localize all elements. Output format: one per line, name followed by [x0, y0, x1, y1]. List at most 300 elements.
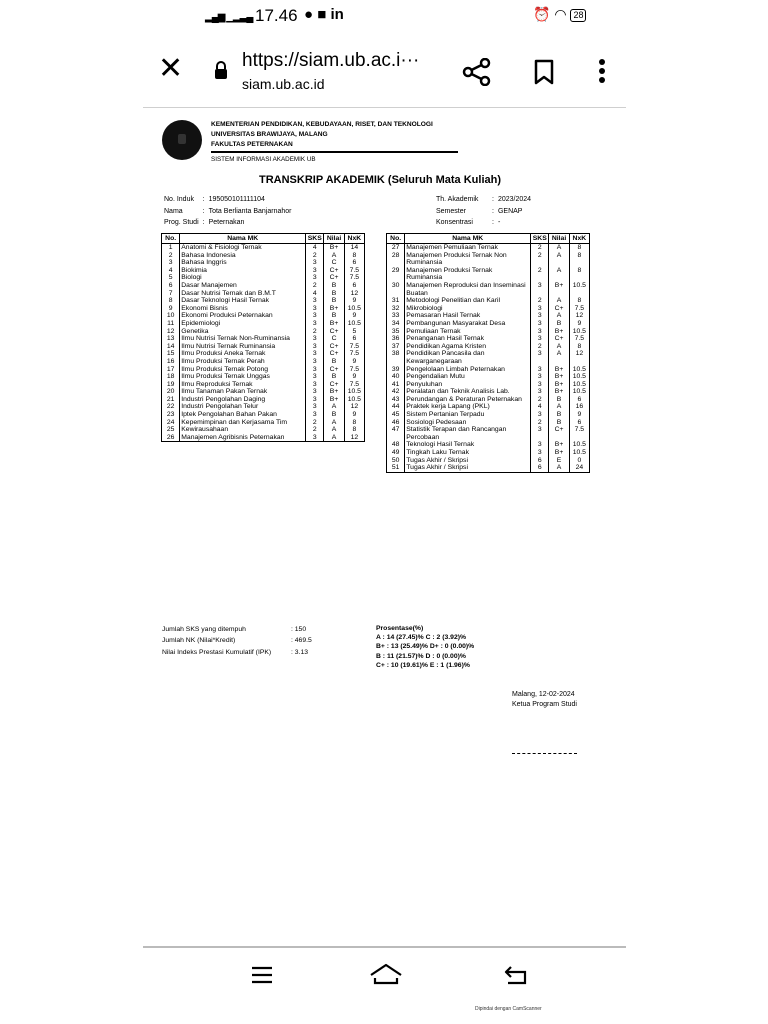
course-no: 4	[162, 267, 180, 275]
table-row	[387, 464, 590, 472]
course-grade: C+	[549, 335, 569, 343]
table-row	[387, 419, 590, 427]
course-nxk: 12	[344, 403, 364, 411]
col-nama-mk: Nama MK	[180, 234, 306, 244]
course-no: 26	[162, 434, 180, 442]
label: No. Induk	[164, 196, 194, 203]
course-nxk: 8	[569, 297, 589, 305]
course-grade: A	[549, 252, 569, 267]
back-icon[interactable]	[503, 964, 529, 986]
course-name: Bahasa Indonesia	[180, 252, 306, 260]
status-time: 17.46	[255, 6, 298, 25]
course-name: Industri Pengolahan Telur	[180, 403, 306, 411]
student-info: No. Induk : 195050101111104 Nama : Tota Berlianta Banjarnahor Prog. Studi : Peternakan	[164, 196, 292, 226]
course-grade: C+	[324, 381, 344, 389]
course-sks: 3	[531, 335, 549, 343]
course-sks: 3	[306, 373, 324, 381]
course-nxk: 9	[344, 411, 364, 419]
course-grade: B+	[549, 449, 569, 457]
label: Jumlah SKS yang ditempuh	[162, 626, 246, 633]
col-nxk: NxK	[344, 234, 364, 244]
course-grade: A	[549, 350, 569, 365]
course-name: Ekonomi Bisnis	[180, 305, 306, 313]
course-name: Ilmu Tanaman Pakan Ternak	[180, 388, 306, 396]
course-nxk: 10.5	[569, 449, 589, 457]
course-nxk: 10.5	[344, 305, 364, 313]
course-nxk: 8	[569, 244, 589, 252]
course-sks: 4	[531, 403, 549, 411]
course-name: Biologi	[180, 274, 306, 282]
course-grade: E	[549, 457, 569, 465]
url-domain: siam.ub.ac.id	[242, 76, 325, 92]
col-nilai: Nilai	[324, 234, 344, 244]
percentage-row: A : 14 (27.45)% C : 2 (3.92)%	[376, 634, 467, 642]
total-nk: : 469.5	[291, 637, 312, 645]
course-name: Kepemimpinan dan Kerjasama Tim	[180, 419, 306, 427]
course-nxk: 7.5	[569, 426, 589, 441]
course-grade: B+	[324, 305, 344, 313]
course-grade: A	[324, 419, 344, 427]
course-no: 37	[387, 343, 405, 351]
course-name: Praktek kerja Lapang (PKL)	[405, 403, 531, 411]
bookmark-icon[interactable]	[533, 59, 555, 85]
course-grade: C+	[324, 350, 344, 358]
table-row	[387, 396, 590, 404]
course-nxk: 9	[344, 373, 364, 381]
course-name: Kewirausahaan	[180, 426, 306, 434]
lock-icon	[213, 60, 229, 80]
course-grade: B	[324, 358, 344, 366]
course-no: 16	[162, 358, 180, 366]
course-grade: B+	[324, 388, 344, 396]
course-sks: 3	[306, 259, 324, 267]
course-grade: C+	[549, 305, 569, 313]
table-row	[162, 403, 365, 411]
course-grade: A	[549, 464, 569, 472]
table-row	[162, 396, 365, 404]
more-options-icon[interactable]	[598, 58, 606, 84]
course-name: Dasar Teknologi Hasil Ternak	[180, 297, 306, 305]
table-row	[162, 426, 365, 434]
course-nxk: 6	[569, 419, 589, 427]
table-row	[162, 252, 365, 260]
course-no: 39	[387, 366, 405, 374]
course-no: 28	[387, 252, 405, 267]
course-name: Manajemen Produksi Ternak Non Ruminansia	[405, 252, 531, 267]
course-no: 32	[387, 305, 405, 313]
grades-table-right	[386, 233, 590, 473]
course-sks: 3	[306, 434, 324, 442]
course-name: Pembangunan Masyarakat Desa	[405, 320, 531, 328]
course-nxk: 8	[569, 267, 589, 282]
course-name: Penanganan Hasil Ternak	[405, 335, 531, 343]
signature-block	[512, 690, 577, 710]
table-row	[387, 366, 590, 374]
course-sks: 3	[306, 358, 324, 366]
course-name: Peralatan dan Teknik Analisis Lab.	[405, 388, 531, 396]
course-sks: 2	[306, 419, 324, 427]
course-sks: 3	[306, 320, 324, 328]
chat-bubble-icon: ●	[304, 6, 314, 23]
course-no: 51	[387, 464, 405, 472]
table-row	[387, 381, 590, 389]
course-sks: 2	[531, 419, 549, 427]
table-row	[162, 350, 365, 358]
course-grade: A	[324, 434, 344, 442]
recent-apps-icon[interactable]	[250, 965, 274, 985]
percentage-row: C+ : 10 (19.61)% E : 1 (1.96)%	[376, 661, 470, 669]
label: Nilai Indeks Prestasi Kumulatif (IPK)	[162, 648, 272, 656]
page-title: TRANSKRIP AKADEMIK (Seluruh Mata Kuliah)	[258, 174, 501, 186]
course-name: Tingkah Laku Ternak	[405, 449, 531, 457]
course-sks: 3	[306, 267, 324, 275]
label: Semester	[436, 207, 466, 215]
course-name: Industri Pengolahan Daging	[180, 396, 306, 404]
course-no: 34	[387, 320, 405, 328]
table-row	[162, 411, 365, 419]
signature-line	[512, 753, 577, 754]
table-row	[162, 335, 365, 343]
course-name: Mikrobiologi	[405, 305, 531, 313]
percentage-row: B+ : 13 (25.49)% D+ : 0 (0.00)%	[376, 643, 475, 651]
course-grade: C+	[324, 328, 344, 336]
course-nxk: 9	[569, 320, 589, 328]
course-no: 19	[162, 381, 180, 389]
faculty-line: FAKULTAS PETERNAKAN	[211, 141, 293, 148]
table-row	[387, 350, 590, 365]
course-no: 7	[162, 290, 180, 298]
course-no: 43	[387, 396, 405, 404]
course-nxk: 12	[569, 312, 589, 320]
course-no: 29	[387, 267, 405, 282]
course-no: 33	[387, 312, 405, 320]
course-grade: C+	[549, 426, 569, 441]
home-icon[interactable]	[368, 962, 404, 986]
course-nxk: 16	[569, 403, 589, 411]
course-name: Pendidikan Agama Kristen	[405, 343, 531, 351]
place-date: Malang, 12-02-2024	[512, 691, 575, 698]
course-no: 45	[387, 411, 405, 419]
course-no: 27	[387, 244, 405, 252]
table-row	[162, 244, 365, 252]
course-name: Pengelolaan Limbah Peternakan	[405, 366, 531, 374]
toolbar-divider	[143, 107, 626, 108]
course-nxk: 8	[344, 252, 364, 260]
course-sks: 3	[306, 274, 324, 282]
course-sks: 3	[531, 320, 549, 328]
course-sks: 3	[531, 411, 549, 419]
course-name: Pemuliaan Ternak	[405, 328, 531, 336]
course-no: 20	[162, 388, 180, 396]
bag-icon: ■	[317, 6, 327, 23]
course-no: 13	[162, 335, 180, 343]
system-name: SISTEM INFORMASI AKADEMIK UB	[211, 156, 316, 163]
course-name: Manajemen Reproduksi dan Inseminasi Buatan	[405, 282, 531, 297]
course-nxk: 14	[344, 244, 364, 252]
table-row	[387, 335, 590, 343]
course-name: Manajemen Produksi Ternak Ruminansia	[405, 267, 531, 282]
course-grade: B+	[549, 328, 569, 336]
course-grade: B	[324, 373, 344, 381]
course-nxk: 6	[569, 396, 589, 404]
course-sks: 2	[306, 282, 324, 290]
course-no: 50	[387, 457, 405, 465]
course-sks: 4	[306, 244, 324, 252]
table-row	[387, 320, 590, 328]
course-sks: 3	[531, 381, 549, 389]
course-no: 25	[162, 426, 180, 434]
course-nxk: 12	[569, 350, 589, 365]
course-sks: 3	[531, 441, 549, 449]
course-no: 5	[162, 274, 180, 282]
course-grade: A	[549, 343, 569, 351]
url-text[interactable]: https://siam.ub.ac.i···	[242, 50, 420, 71]
course-sks: 2	[531, 297, 549, 305]
course-no: 30	[387, 282, 405, 297]
total-sks: : 150	[291, 626, 307, 633]
course-name: Perundangan & Peraturan Peternakan	[405, 396, 531, 404]
course-no: 49	[387, 449, 405, 457]
course-sks: 2	[531, 267, 549, 282]
table-row	[162, 320, 365, 328]
course-grade: B+	[324, 320, 344, 328]
col-sks: SKS	[531, 234, 549, 244]
ipk-value: : 3.13	[291, 648, 309, 656]
course-name: Manajemen Agribisnis Peternakan	[180, 434, 306, 442]
signal-icon: ▂▄▆ ▁▂▃▄	[205, 12, 253, 23]
course-no: 21	[162, 396, 180, 404]
course-nxk: 7.5	[344, 267, 364, 275]
table-row	[162, 274, 365, 282]
course-no: 17	[162, 366, 180, 374]
course-nxk: 8	[344, 426, 364, 434]
table-row	[162, 419, 365, 427]
course-nxk: 8	[569, 252, 589, 267]
course-name: Ilmu Nutrisi Ternak Ruminansia	[180, 343, 306, 351]
course-sks: 2	[531, 396, 549, 404]
student-prodi: Peternakan	[208, 219, 245, 226]
table-row	[162, 259, 365, 267]
course-nxk: 10.5	[569, 373, 589, 381]
table-row	[387, 343, 590, 351]
course-no: 3	[162, 259, 180, 267]
course-sks: 2	[306, 426, 324, 434]
table-row	[387, 252, 590, 267]
table-row	[387, 373, 590, 381]
course-sks: 4	[306, 290, 324, 298]
course-nxk: 7.5	[569, 305, 589, 313]
course-name: Ekonomi Produksi Peternakan	[180, 312, 306, 320]
table-row	[387, 449, 590, 457]
course-no: 12	[162, 328, 180, 336]
percentage-block	[376, 624, 474, 670]
table-row	[387, 305, 590, 313]
col-nilai: Nilai	[549, 234, 569, 244]
course-no: 46	[387, 419, 405, 427]
course-nxk: 10.5	[569, 441, 589, 449]
course-grade: A	[324, 426, 344, 434]
table-row	[162, 312, 365, 320]
course-name: Bahasa Inggris	[180, 259, 306, 267]
course-name: Dasar Manajemen	[180, 282, 306, 290]
course-grade: C	[324, 335, 344, 343]
table-row	[387, 426, 590, 441]
course-name: Tugas Akhir / Skripsi	[405, 464, 531, 472]
course-sks: 6	[531, 464, 549, 472]
course-nxk: 0	[569, 457, 589, 465]
course-grade: A	[549, 297, 569, 305]
university-line: UNIVERSITAS BRAWIJAYA, MALANG	[211, 131, 328, 138]
course-no: 10	[162, 312, 180, 320]
course-nxk: 9	[344, 358, 364, 366]
course-name: Teknologi Hasil Ternak	[405, 441, 531, 449]
course-no: 11	[162, 320, 180, 328]
table-row	[162, 282, 365, 290]
course-nxk: 10.5	[569, 328, 589, 336]
course-name: Epidemiologi	[180, 320, 306, 328]
table-row	[162, 343, 365, 351]
course-grade: B	[324, 411, 344, 419]
table-row	[387, 411, 590, 419]
course-grade: A	[549, 403, 569, 411]
course-nxk: 10.5	[569, 388, 589, 396]
table-row	[387, 267, 590, 282]
course-nxk: 9	[344, 312, 364, 320]
course-name: Statistik Terapan dan Rancangan Percobaan	[405, 426, 531, 441]
course-sks: 3	[306, 305, 324, 313]
course-no: 23	[162, 411, 180, 419]
share-icon[interactable]	[462, 58, 492, 86]
course-sks: 3	[306, 396, 324, 404]
table-row	[162, 388, 365, 396]
course-grade: C+	[324, 267, 344, 275]
course-no: 42	[387, 388, 405, 396]
course-name: Ilmu Produksi Ternak Potong	[180, 366, 306, 374]
course-nxk: 7.5	[344, 350, 364, 358]
course-name: Penyuluhan	[405, 381, 531, 389]
konsentrasi: -	[497, 219, 501, 226]
course-grade: A	[324, 252, 344, 260]
label: Prog. Studi	[164, 219, 199, 226]
course-nxk: 7.5	[344, 274, 364, 282]
course-name: Ilmu Reproduksi Ternak	[180, 381, 306, 389]
course-no: 8	[162, 297, 180, 305]
table-row	[387, 297, 590, 305]
table-row	[162, 373, 365, 381]
course-name: Metodologi Penelitian dan Karil	[405, 297, 531, 305]
course-sks: 3	[306, 312, 324, 320]
summary-block	[161, 624, 313, 658]
course-nxk: 6	[344, 282, 364, 290]
system-icons	[533, 6, 586, 23]
course-grade: B+	[549, 441, 569, 449]
course-nxk: 7.5	[569, 335, 589, 343]
course-no: 48	[387, 441, 405, 449]
label: Konsentrasi	[436, 219, 473, 226]
course-sks: 2	[531, 244, 549, 252]
course-sks: 3	[306, 411, 324, 419]
course-no: 41	[387, 381, 405, 389]
course-grade: B	[549, 411, 569, 419]
col-nxk: NxK	[569, 234, 589, 244]
course-nxk: 5	[344, 328, 364, 336]
course-nxk: 24	[569, 464, 589, 472]
academic-year: 2023/2024	[497, 196, 532, 203]
course-nxk: 10.5	[569, 381, 589, 389]
course-name: Tugas Akhir / Skripsi	[405, 457, 531, 465]
table-row	[387, 328, 590, 336]
scanner-note: Dipindai dengan CamScanner	[475, 1006, 542, 1012]
course-sks: 2	[306, 252, 324, 260]
course-nxk: 10.5	[569, 366, 589, 374]
percentage-title: Prosentase(%)	[376, 625, 424, 632]
navbar-divider	[143, 946, 626, 948]
signer-role: Ketua Program Studi	[512, 701, 577, 708]
course-name: Sosiologi Pedesaan	[405, 419, 531, 427]
academic-info: Th. Akademik : 2023/2024 Semester : GENAP Konsentrasi : -	[436, 196, 532, 226]
course-grade: B+	[549, 373, 569, 381]
course-name: Biokimia	[180, 267, 306, 275]
course-sks: 2	[306, 328, 324, 336]
course-nxk: 8	[344, 419, 364, 427]
course-sks: 3	[531, 449, 549, 457]
course-nxk: 12	[344, 434, 364, 442]
course-grade: B+	[324, 396, 344, 404]
table-row	[387, 312, 590, 320]
table-row	[162, 290, 365, 298]
course-sks: 3	[531, 388, 549, 396]
course-nxk: 10.5	[569, 282, 589, 297]
course-grade: A	[549, 267, 569, 282]
course-no: 15	[162, 350, 180, 358]
course-grade: C+	[324, 274, 344, 282]
course-no: 9	[162, 305, 180, 313]
course-grade: B+	[549, 388, 569, 396]
course-grade: B	[324, 290, 344, 298]
course-nxk: 7.5	[344, 381, 364, 389]
table-row	[162, 434, 365, 442]
notification-icons	[304, 6, 344, 23]
course-no: 31	[387, 297, 405, 305]
table-row	[162, 366, 365, 374]
course-sks: 2	[531, 343, 549, 351]
header-rule	[211, 151, 458, 153]
course-grade: B	[549, 396, 569, 404]
course-sks: 3	[531, 366, 549, 374]
course-grade: C+	[324, 366, 344, 374]
course-nxk: 9	[569, 411, 589, 419]
course-sks: 3	[306, 335, 324, 343]
course-name: Manajemen Pemuliaan Ternak	[405, 244, 531, 252]
course-name: Ilmu Produksi Aneka Ternak	[180, 350, 306, 358]
course-sks: 3	[306, 366, 324, 374]
close-icon[interactable]: ✕	[158, 52, 184, 85]
course-sks: 3	[531, 328, 549, 336]
alarm-icon: ⏰	[533, 6, 551, 22]
course-grade: B+	[549, 282, 569, 297]
course-sks: 3	[531, 305, 549, 313]
course-grade: A	[549, 312, 569, 320]
course-sks: 3	[306, 297, 324, 305]
course-grade: B+	[549, 366, 569, 374]
course-nxk: 12	[344, 290, 364, 298]
course-grade: A	[324, 403, 344, 411]
table-row	[162, 358, 365, 366]
course-no: 35	[387, 328, 405, 336]
course-no: 14	[162, 343, 180, 351]
course-grade: A	[549, 244, 569, 252]
grades-table-left	[161, 233, 365, 442]
